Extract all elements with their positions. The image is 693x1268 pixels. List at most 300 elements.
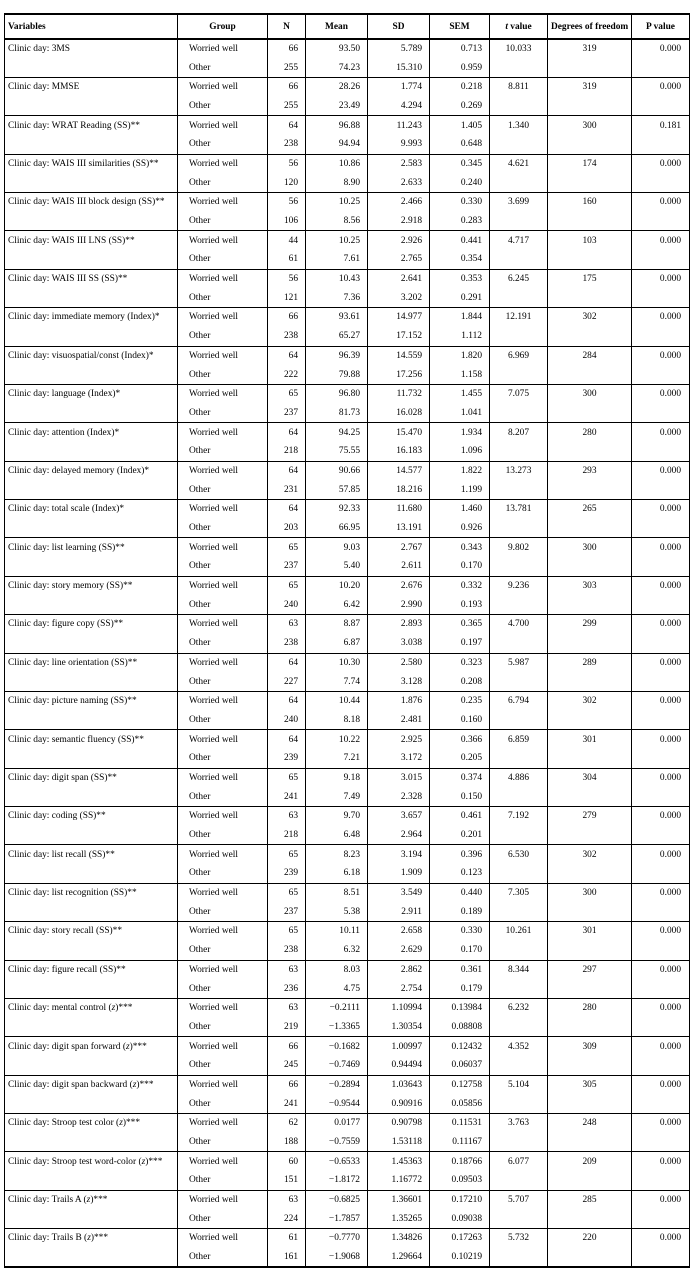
df-cell-empty bbox=[548, 787, 632, 806]
p-value-cell: 0.000 bbox=[632, 883, 690, 902]
t-value-cell: 5.987 bbox=[490, 653, 548, 672]
sd-cell: 16.183 bbox=[368, 442, 430, 461]
t-value-cell: 8.207 bbox=[490, 423, 548, 442]
variable-cell-empty bbox=[5, 480, 178, 499]
variable-z-symbol: z bbox=[119, 1118, 123, 1129]
n-cell: 241 bbox=[268, 1094, 306, 1113]
mean-cell: 0.0177 bbox=[306, 1114, 368, 1133]
group-cell: Worried well bbox=[178, 154, 268, 173]
sd-cell: 2.964 bbox=[368, 826, 430, 845]
df-cell-empty bbox=[548, 1171, 632, 1190]
mean-cell: −0.2111 bbox=[306, 998, 368, 1017]
header-degrees-of-freedom: Degrees of freedom bbox=[548, 14, 632, 39]
group-cell: Other bbox=[178, 1018, 268, 1037]
mean-cell: −0.1682 bbox=[306, 1037, 368, 1056]
t-value-cell-empty bbox=[490, 864, 548, 883]
variable-suffix: )*** bbox=[122, 1118, 141, 1129]
sd-cell: 1.29664 bbox=[368, 1248, 430, 1267]
sd-cell: 2.911 bbox=[368, 902, 430, 921]
sem-cell: 0.08808 bbox=[430, 1018, 490, 1037]
group-cell: Worried well bbox=[178, 691, 268, 710]
p-value-cell: 0.000 bbox=[632, 538, 690, 557]
mean-cell: 79.88 bbox=[306, 365, 368, 384]
mean-cell: −0.2894 bbox=[306, 1075, 368, 1094]
sem-cell: 0.361 bbox=[430, 960, 490, 979]
group-cell: Other bbox=[178, 979, 268, 998]
p-value-cell-empty bbox=[632, 250, 690, 269]
sd-cell: 1.876 bbox=[368, 691, 430, 710]
mean-cell: 10.43 bbox=[306, 269, 368, 288]
t-value-cell: 9.236 bbox=[490, 576, 548, 595]
table-row bbox=[5, 135, 690, 154]
sem-cell: 0.330 bbox=[430, 193, 490, 212]
group-cell: Other bbox=[178, 1056, 268, 1075]
t-value-cell-empty bbox=[490, 941, 548, 960]
sd-cell: 2.925 bbox=[368, 730, 430, 749]
n-cell: 61 bbox=[268, 1229, 306, 1248]
variable-cell: Clinic day: list recognition (SS)** bbox=[5, 883, 178, 902]
sem-cell: 0.11167 bbox=[430, 1133, 490, 1152]
p-value-cell-empty bbox=[632, 135, 690, 154]
t-value-cell: 7.305 bbox=[490, 883, 548, 902]
df-cell: 303 bbox=[548, 576, 632, 595]
variable-cell bbox=[5, 1075, 178, 1094]
sem-cell: 0.09038 bbox=[430, 1209, 490, 1228]
sem-cell: 1.096 bbox=[430, 442, 490, 461]
table-row bbox=[5, 423, 690, 442]
sd-cell: 2.466 bbox=[368, 193, 430, 212]
group-cell: Other bbox=[178, 135, 268, 154]
variable-cell-empty bbox=[5, 1056, 178, 1075]
t-value-cell-empty bbox=[490, 749, 548, 768]
table-row bbox=[5, 730, 690, 749]
group-cell: Other bbox=[178, 826, 268, 845]
mean-cell: 6.32 bbox=[306, 941, 368, 960]
n-cell: 44 bbox=[268, 231, 306, 250]
n-cell: 65 bbox=[268, 883, 306, 902]
variable-cell: Clinic day: WRAT Reading (SS)** bbox=[5, 116, 178, 135]
df-cell-empty bbox=[548, 519, 632, 538]
mean-cell: −0.7559 bbox=[306, 1133, 368, 1152]
n-cell: 60 bbox=[268, 1152, 306, 1171]
t-value-cell-empty bbox=[490, 173, 548, 192]
p-value-cell: 0.000 bbox=[632, 1114, 690, 1133]
mean-cell: 10.11 bbox=[306, 922, 368, 941]
p-value-cell: 0.000 bbox=[632, 768, 690, 787]
df-cell: 319 bbox=[548, 39, 632, 58]
n-cell: 238 bbox=[268, 634, 306, 653]
t-value-cell-empty bbox=[490, 212, 548, 231]
mean-cell: 10.22 bbox=[306, 730, 368, 749]
mean-cell: 28.26 bbox=[306, 77, 368, 96]
variable-cell bbox=[5, 1114, 178, 1133]
variable-cell: Clinic day: immediate memory (Index)* bbox=[5, 308, 178, 327]
n-cell: 236 bbox=[268, 979, 306, 998]
sem-cell: 0.12432 bbox=[430, 1037, 490, 1056]
sd-cell: 2.580 bbox=[368, 653, 430, 672]
table-row bbox=[5, 97, 690, 116]
p-value-cell: 0.181 bbox=[632, 116, 690, 135]
mean-cell: 10.30 bbox=[306, 653, 368, 672]
sd-cell: 15.310 bbox=[368, 58, 430, 77]
table-row bbox=[5, 576, 690, 595]
p-value-cell-empty bbox=[632, 1171, 690, 1190]
group-cell: Worried well bbox=[178, 77, 268, 96]
header-n: N bbox=[268, 14, 306, 39]
n-cell: 240 bbox=[268, 595, 306, 614]
n-cell: 66 bbox=[268, 308, 306, 327]
table-row bbox=[5, 711, 690, 730]
df-cell-empty bbox=[548, 250, 632, 269]
table-row bbox=[5, 864, 690, 883]
group-cell: Worried well bbox=[178, 1229, 268, 1248]
group-cell: Worried well bbox=[178, 998, 268, 1017]
group-cell: Other bbox=[178, 1094, 268, 1113]
mean-cell: 4.75 bbox=[306, 979, 368, 998]
mean-cell: 94.25 bbox=[306, 423, 368, 442]
n-cell: 65 bbox=[268, 384, 306, 403]
sem-cell: 0.193 bbox=[430, 595, 490, 614]
group-cell: Other bbox=[178, 749, 268, 768]
df-cell-empty bbox=[548, 97, 632, 116]
t-value-cell-empty bbox=[490, 1209, 548, 1228]
variable-cell: Clinic day: WAIS III block design (SS)** bbox=[5, 193, 178, 212]
variable-cell-empty bbox=[5, 557, 178, 576]
table-body bbox=[5, 39, 690, 1267]
variable-cell-empty bbox=[5, 519, 178, 538]
t-value-cell-empty bbox=[490, 97, 548, 116]
sem-cell: 1.199 bbox=[430, 480, 490, 499]
table-row bbox=[5, 1133, 690, 1152]
t-value-cell: 6.969 bbox=[490, 346, 548, 365]
n-cell: 121 bbox=[268, 288, 306, 307]
variable-cell-empty bbox=[5, 711, 178, 730]
df-cell: 220 bbox=[548, 1229, 632, 1248]
df-cell: 300 bbox=[548, 538, 632, 557]
table-row bbox=[5, 269, 690, 288]
variable-text: Clinic day: Trails A ( bbox=[8, 1195, 87, 1206]
variable-cell-empty bbox=[5, 1133, 178, 1152]
df-cell: 293 bbox=[548, 461, 632, 480]
group-cell: Worried well bbox=[178, 231, 268, 250]
n-cell: 238 bbox=[268, 327, 306, 346]
sd-cell: 3.172 bbox=[368, 749, 430, 768]
variable-cell: Clinic day: total scale (Index)* bbox=[5, 500, 178, 519]
n-cell: 65 bbox=[268, 845, 306, 864]
t-value-cell-empty bbox=[490, 711, 548, 730]
table-row bbox=[5, 883, 690, 902]
variable-cell-empty bbox=[5, 288, 178, 307]
sem-cell: 1.844 bbox=[430, 308, 490, 327]
sd-cell: 2.767 bbox=[368, 538, 430, 557]
variable-z-symbol: z bbox=[141, 1156, 146, 1167]
n-cell: 203 bbox=[268, 519, 306, 538]
mean-cell: 10.86 bbox=[306, 154, 368, 173]
t-value-cell-empty bbox=[490, 250, 548, 269]
group-cell: Other bbox=[178, 634, 268, 653]
variable-text: Clinic day: Stroop test word-color ( bbox=[8, 1156, 142, 1167]
variable-cell-empty bbox=[5, 902, 178, 921]
n-cell: 63 bbox=[268, 960, 306, 979]
sem-cell: 0.218 bbox=[430, 77, 490, 96]
variable-cell: Clinic day: digit span (SS)** bbox=[5, 768, 178, 787]
variable-cell-empty bbox=[5, 135, 178, 154]
df-cell: 300 bbox=[548, 384, 632, 403]
table-row bbox=[5, 461, 690, 480]
df-cell: 301 bbox=[548, 730, 632, 749]
t-value-cell: 7.075 bbox=[490, 384, 548, 403]
p-value-cell: 0.000 bbox=[632, 423, 690, 442]
t-value-cell: 4.717 bbox=[490, 231, 548, 250]
group-cell: Worried well bbox=[178, 576, 268, 595]
n-cell: 240 bbox=[268, 711, 306, 730]
mean-cell: −0.7770 bbox=[306, 1229, 368, 1248]
p-value-cell: 0.000 bbox=[632, 1075, 690, 1094]
variable-cell-empty bbox=[5, 173, 178, 192]
sd-cell: 2.862 bbox=[368, 960, 430, 979]
variable-cell: Clinic day: figure copy (SS)** bbox=[5, 615, 178, 634]
df-cell: 285 bbox=[548, 1190, 632, 1209]
n-cell: 239 bbox=[268, 864, 306, 883]
t-value-cell: 10.261 bbox=[490, 922, 548, 941]
t-value-cell: 8.811 bbox=[490, 77, 548, 96]
sem-cell: 1.041 bbox=[430, 404, 490, 423]
n-cell: 231 bbox=[268, 480, 306, 499]
sem-cell: 0.13984 bbox=[430, 998, 490, 1017]
df-cell-empty bbox=[548, 327, 632, 346]
t-value-cell-empty bbox=[490, 634, 548, 653]
t-value-cell-empty bbox=[490, 1094, 548, 1113]
sem-cell: 1.405 bbox=[430, 116, 490, 135]
sem-cell: 0.17263 bbox=[430, 1229, 490, 1248]
df-cell: 304 bbox=[548, 768, 632, 787]
table-row bbox=[5, 327, 690, 346]
mean-cell: 7.49 bbox=[306, 787, 368, 806]
sem-cell: 0.648 bbox=[430, 135, 490, 154]
p-value-cell-empty bbox=[632, 1248, 690, 1267]
p-value-cell-empty bbox=[632, 941, 690, 960]
n-cell: 255 bbox=[268, 97, 306, 116]
t-value-cell-empty bbox=[490, 1248, 548, 1267]
group-cell: Other bbox=[178, 864, 268, 883]
sd-cell: 1.00997 bbox=[368, 1037, 430, 1056]
mean-cell: 94.94 bbox=[306, 135, 368, 154]
variable-cell-empty bbox=[5, 327, 178, 346]
mean-cell: 8.18 bbox=[306, 711, 368, 730]
table-row bbox=[5, 58, 690, 77]
t-value-cell-empty bbox=[490, 826, 548, 845]
table-row bbox=[5, 500, 690, 519]
t-value-cell-empty bbox=[490, 1018, 548, 1037]
variable-cell-empty bbox=[5, 749, 178, 768]
sd-cell: 2.926 bbox=[368, 231, 430, 250]
p-value-cell-empty bbox=[632, 97, 690, 116]
group-cell: Other bbox=[178, 557, 268, 576]
mean-cell: 75.55 bbox=[306, 442, 368, 461]
df-cell: 175 bbox=[548, 269, 632, 288]
table-row bbox=[5, 1209, 690, 1228]
sd-cell: 1.30354 bbox=[368, 1018, 430, 1037]
table-row bbox=[5, 212, 690, 231]
p-value-cell: 0.000 bbox=[632, 807, 690, 826]
table-row bbox=[5, 595, 690, 614]
sem-cell: 0.201 bbox=[430, 826, 490, 845]
sem-cell: 0.365 bbox=[430, 615, 490, 634]
mean-cell: 8.90 bbox=[306, 173, 368, 192]
n-cell: 106 bbox=[268, 212, 306, 231]
sem-cell: 0.06037 bbox=[430, 1056, 490, 1075]
variable-cell-empty bbox=[5, 634, 178, 653]
p-value-cell: 0.000 bbox=[632, 269, 690, 288]
df-cell: 299 bbox=[548, 615, 632, 634]
p-value-cell-empty bbox=[632, 864, 690, 883]
group-cell: Other bbox=[178, 1133, 268, 1152]
n-cell: 241 bbox=[268, 787, 306, 806]
n-cell: 64 bbox=[268, 423, 306, 442]
n-cell: 237 bbox=[268, 404, 306, 423]
sem-cell: 1.158 bbox=[430, 365, 490, 384]
sd-cell: 1.16772 bbox=[368, 1171, 430, 1190]
sd-cell: 2.611 bbox=[368, 557, 430, 576]
df-cell: 284 bbox=[548, 346, 632, 365]
sd-cell: 3.202 bbox=[368, 288, 430, 307]
table-row bbox=[5, 691, 690, 710]
group-cell: Worried well bbox=[178, 500, 268, 519]
mean-cell: 96.88 bbox=[306, 116, 368, 135]
sd-cell: 17.152 bbox=[368, 327, 430, 346]
sd-cell: 2.893 bbox=[368, 615, 430, 634]
mean-cell: 81.73 bbox=[306, 404, 368, 423]
table-row bbox=[5, 384, 690, 403]
table-row bbox=[5, 960, 690, 979]
n-cell: 237 bbox=[268, 902, 306, 921]
mean-cell: 8.23 bbox=[306, 845, 368, 864]
variable-cell-empty bbox=[5, 442, 178, 461]
mean-cell: −0.9544 bbox=[306, 1094, 368, 1113]
t-value-cell-empty bbox=[490, 288, 548, 307]
table-row bbox=[5, 768, 690, 787]
group-cell: Worried well bbox=[178, 807, 268, 826]
df-cell: 209 bbox=[548, 1152, 632, 1171]
p-value-cell: 0.000 bbox=[632, 384, 690, 403]
sem-cell: 0.09503 bbox=[430, 1171, 490, 1190]
p-value-cell: 0.000 bbox=[632, 39, 690, 58]
sem-cell: 0.170 bbox=[430, 557, 490, 576]
t-value-cell-empty bbox=[490, 1056, 548, 1075]
variable-suffix: )*** bbox=[136, 1079, 154, 1090]
t-value-cell: 4.700 bbox=[490, 615, 548, 634]
t-value-cell-empty bbox=[490, 135, 548, 154]
n-cell: 188 bbox=[268, 1133, 306, 1152]
n-cell: 151 bbox=[268, 1171, 306, 1190]
variable-cell: Clinic day: figure recall (SS)** bbox=[5, 960, 178, 979]
t-value-cell: 5.732 bbox=[490, 1229, 548, 1248]
group-cell: Other bbox=[178, 250, 268, 269]
mean-cell: 7.21 bbox=[306, 749, 368, 768]
sd-cell: 16.028 bbox=[368, 404, 430, 423]
sem-cell: 0.345 bbox=[430, 154, 490, 173]
mean-cell: 10.25 bbox=[306, 231, 368, 250]
df-cell: 280 bbox=[548, 998, 632, 1017]
sd-cell: 2.765 bbox=[368, 250, 430, 269]
variable-text: Clinic day: Stroop test color ( bbox=[8, 1118, 120, 1129]
t-value-cell-empty bbox=[490, 365, 548, 384]
variable-suffix: )*** bbox=[145, 1156, 163, 1167]
df-cell-empty bbox=[548, 442, 632, 461]
mean-cell: −0.7469 bbox=[306, 1056, 368, 1075]
variable-text: Clinic day: digit span backward ( bbox=[8, 1079, 133, 1090]
n-cell: 64 bbox=[268, 461, 306, 480]
variable-cell-empty bbox=[5, 97, 178, 116]
group-cell: Other bbox=[178, 97, 268, 116]
sem-cell: 0.343 bbox=[430, 538, 490, 557]
group-cell: Worried well bbox=[178, 193, 268, 212]
variable-cell-empty bbox=[5, 1171, 178, 1190]
variable-cell: Clinic day: visuospatial/const (Index)* bbox=[5, 346, 178, 365]
variable-cell-empty bbox=[5, 58, 178, 77]
df-cell-empty bbox=[548, 595, 632, 614]
group-cell: Worried well bbox=[178, 960, 268, 979]
p-value-cell: 0.000 bbox=[632, 193, 690, 212]
sd-cell: 2.658 bbox=[368, 922, 430, 941]
sem-cell: 1.455 bbox=[430, 384, 490, 403]
mean-cell: 93.61 bbox=[306, 308, 368, 327]
t-value-cell-empty bbox=[490, 480, 548, 499]
table-row bbox=[5, 1152, 690, 1171]
variable-cell bbox=[5, 998, 178, 1017]
group-cell: Worried well bbox=[178, 730, 268, 749]
sd-cell: 18.216 bbox=[368, 480, 430, 499]
df-cell-empty bbox=[548, 1133, 632, 1152]
sd-cell: 2.629 bbox=[368, 941, 430, 960]
p-value-cell: 0.000 bbox=[632, 1037, 690, 1056]
table-row bbox=[5, 154, 690, 173]
variable-cell bbox=[5, 1229, 178, 1248]
variable-z-symbol: z bbox=[86, 1195, 91, 1206]
t-value-cell-empty bbox=[490, 404, 548, 423]
p-value-cell-empty bbox=[632, 480, 690, 499]
p-value-cell-empty bbox=[632, 902, 690, 921]
df-cell-empty bbox=[548, 941, 632, 960]
group-cell: Worried well bbox=[178, 269, 268, 288]
sd-cell: 1.34826 bbox=[368, 1229, 430, 1248]
t-value-cell-empty bbox=[490, 672, 548, 691]
sem-cell: 0.440 bbox=[430, 883, 490, 902]
df-cell: 279 bbox=[548, 807, 632, 826]
sd-cell: 14.977 bbox=[368, 308, 430, 327]
variable-suffix: )*** bbox=[129, 1041, 147, 1052]
n-cell: 66 bbox=[268, 1075, 306, 1094]
t-value-cell-empty bbox=[490, 327, 548, 346]
p-value-cell-empty bbox=[632, 404, 690, 423]
table-row bbox=[5, 116, 690, 135]
group-cell: Other bbox=[178, 1209, 268, 1228]
table-row bbox=[5, 538, 690, 557]
n-cell: 56 bbox=[268, 269, 306, 288]
t-value-cell-empty bbox=[490, 1171, 548, 1190]
t-value-cell: 7.192 bbox=[490, 807, 548, 826]
sd-cell: 11.732 bbox=[368, 384, 430, 403]
p-value-cell: 0.000 bbox=[632, 1229, 690, 1248]
df-cell: 160 bbox=[548, 193, 632, 212]
p-value-cell-empty bbox=[632, 1056, 690, 1075]
sem-cell: 0.12758 bbox=[430, 1075, 490, 1094]
table-row bbox=[5, 1018, 690, 1037]
n-cell: 63 bbox=[268, 998, 306, 1017]
p-value-cell-empty bbox=[632, 1018, 690, 1037]
mean-cell: 7.74 bbox=[306, 672, 368, 691]
group-cell: Other bbox=[178, 327, 268, 346]
